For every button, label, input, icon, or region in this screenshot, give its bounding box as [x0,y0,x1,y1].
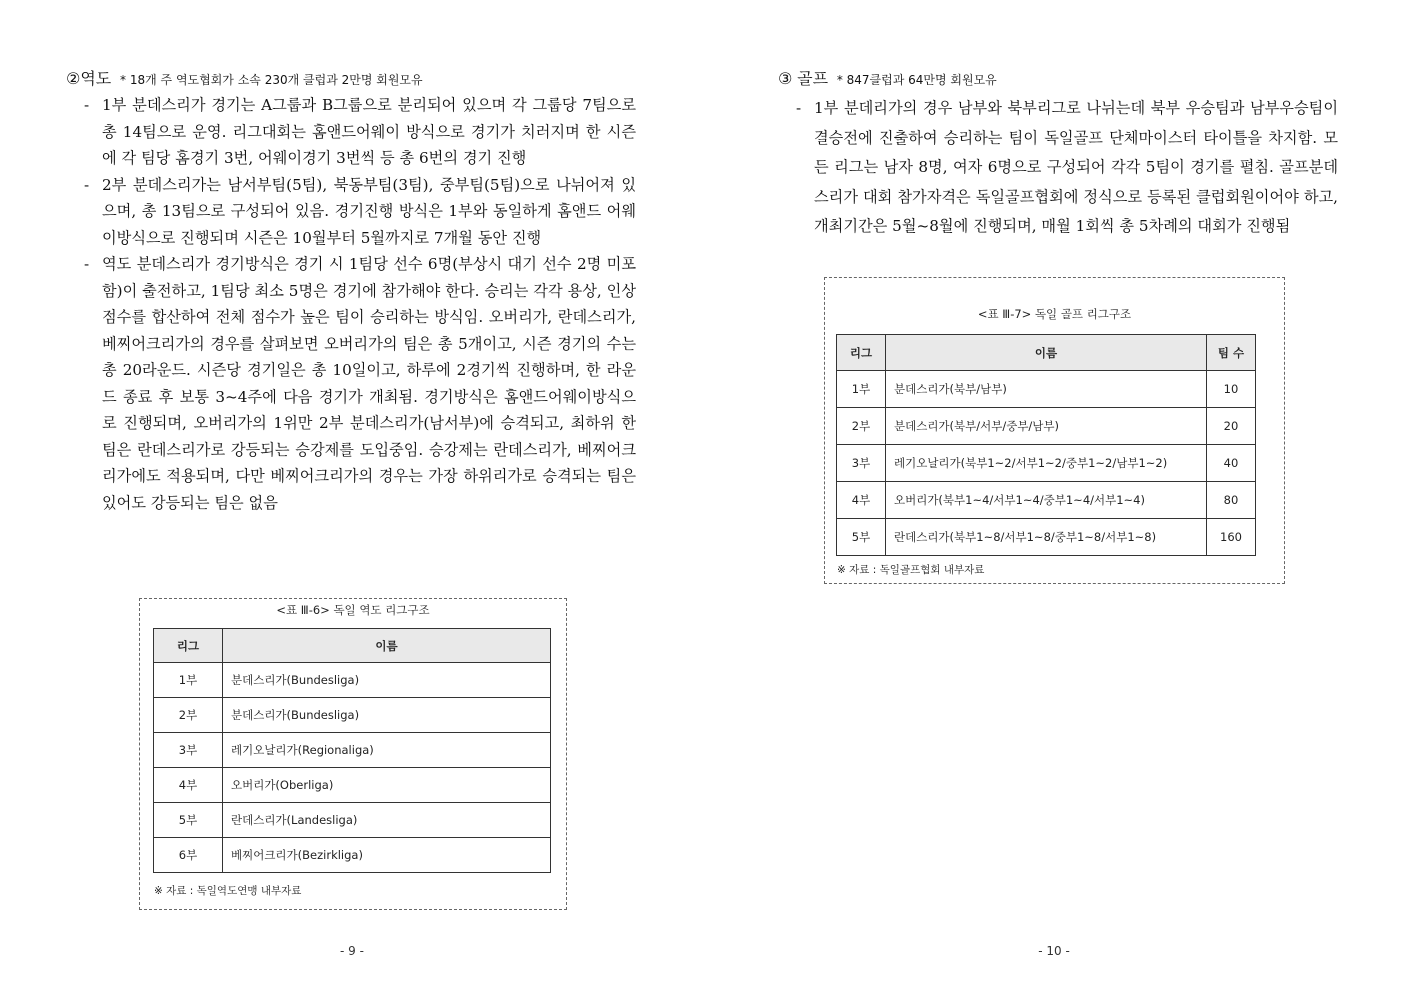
page-number: - 10 - [1038,944,1070,958]
table-source: ※ 자료 : 독일골프협회 내부자료 [837,564,985,576]
table-cell: 분데스리가(Bundesliga) [223,698,551,733]
table-row [154,733,551,768]
table-cell: 분데스리가(북부/남부) [886,371,1207,408]
table-row [837,371,1256,408]
table-row [154,803,551,838]
table-cell: 오버리가(Oberliga) [223,768,551,803]
table-cell: 160 [1207,519,1256,556]
column-header: 리그 [837,335,886,371]
table-cell: 3부 [154,733,223,768]
bullet-item [84,251,636,516]
bullet-text: 2부 분데스리가는 남서부팀(5팀), 북동부팀(3팀), 중부팀(5팀)으로 나뉘어져 있으며, 총 13팀으로 구성되어 있음. 경기진행 방식은 1부와 동일하게 홈앤드 어웨이방식으로 진행되며 시즌은 10월부터 5월까지로 7개월 동안 진행 [102,175,636,247]
table-cell: 20 [1207,408,1256,445]
table-caption: <표 Ⅲ-7> 독일 골프 리그구조 [977,307,1132,321]
dash-marker: - [84,255,90,273]
section-title: 골프 [797,69,829,88]
bullet-item [84,172,636,252]
table-cell: 2부 [837,408,886,445]
dash-marker: - [84,96,90,114]
table-row [837,482,1256,519]
column-header: 이름 [223,629,551,663]
right-page [702,0,1402,992]
section-number: ② [66,69,81,88]
table-cell: 분데스리가(북부/서부/중부/남부) [886,408,1207,445]
dash-marker: - [796,99,802,117]
table-cell: 레기오날리가(북부1~2/서부1~2/중부1~2/남부1~2) [886,445,1207,482]
table-cell: 레기오날리가(Regionaliga) [223,733,551,768]
table-row [154,663,551,698]
table-row [837,445,1256,482]
table-cell: 10 [1207,371,1256,408]
table-cell: 80 [1207,482,1256,519]
bullet-item [796,94,1338,242]
table-cell: 1부 [837,371,886,408]
table-cell: 베찌어크리가(Bezirkliga) [223,838,551,873]
section-heading-weightlifting [66,66,423,89]
section-number: ③ [778,69,793,88]
column-header: 이름 [886,335,1207,371]
table-row [154,838,551,873]
table-source: ※ 자료 : 독일역도연맹 내부자료 [154,885,302,897]
table-cell: 1부 [154,663,223,698]
league-table-weightlifting [153,628,551,873]
table-figure-golf [824,277,1285,584]
table-cell: 란데스리가(북부1~8/서부1~8/중부1~8/서부1~8) [886,519,1207,556]
table-caption: <표 Ⅲ-6> 독일 역도 리그구조 [276,603,430,617]
table-cell: 오버리가(북부1~4/서부1~4/중부1~4/서부1~4) [886,482,1207,519]
bullet-list [84,92,636,516]
section-note: * 18개 주 역도협회가 소속 230개 클럽과 2만명 회원모유 [120,73,423,87]
section-title: 역도 [80,69,112,88]
column-header: 리그 [154,629,223,663]
section-note: * 847클럽과 64만명 회원모유 [836,73,997,87]
table-cell: 6부 [154,838,223,873]
dash-marker: - [84,175,90,194]
left-page [0,0,700,992]
bullet-text: 역도 분데스리가 경기방식은 경기 시 1팀당 선수 6명(부상시 대기 선수 2명 미포함)이 출전하고, 1팀당 최소 5명은 경기에 참가해야 한다. 승리는 각각 용상, 인상 점수를 합산하여 전체 점수가 높은 팀이 승리하는 방식임. 오버리가, 란데스리가, 베찌어크리가의 경우를 살펴보면 오버리가의 팀은 총 5개이고, 시즌 경기의 수는 총 20라운드. 시즌당 경기일은 총 10일이고, 하루에 2경기씩 진행하며, 한 라운드 종료 후 보통 3~4주에 다음 경기가 개최됨. 경기방식은 홈앤드어웨이방식으로 진행되며, 오버리가의 1위만 2부 분데스리가(남서부)에 승격되고, 최하위 한 팀은 란데스리가로 강등되는 승강제를 도입중임. 승강제는 란데스리가, 베찌어크리가에도 적용되며, 다만 베찌어크리가의 경우는 가장 하위리가로 승격되는 팀은 있어도 강등되는 팀은 없음 [102,255,636,512]
table-cell: 40 [1207,445,1256,482]
table-cell: 란데스리가(Landesliga) [223,803,551,838]
bullet-text: 1부 분데스리가 경기는 A그룹과 B그룹으로 분리되어 있으며 각 그룹당 7팀으로 총 14팀으로 운영. 리그대회는 홈앤드어웨이 방식으로 경기가 치러지며 한 시즌에 각 팀당 홈경기 3번, 어웨이경기 3번씩 등 총 6번의 경기 진행 [102,96,636,167]
bullet-list [796,94,1338,242]
bullet-item [84,92,636,172]
table-figure-weightlifting [139,598,567,910]
column-header: 팀 수 [1207,335,1256,371]
table-cell: 분데스리가(Bundesliga) [223,663,551,698]
table-row [837,519,1256,556]
table-row [154,698,551,733]
table-cell: 4부 [154,768,223,803]
table-cell: 2부 [154,698,223,733]
table-cell: 5부 [154,803,223,838]
page-number: - 9 - [340,944,364,958]
table-cell: 5부 [837,519,886,556]
table-cell: 4부 [837,482,886,519]
bullet-text: 1부 분데리가의 경우 남부와 북부리그로 나뉘는데 북부 우승팀과 남부우승팀이 결승전에 진출하여 승리하는 팀이 독일골프 단체마이스터 타이틀을 차지함. 모든 리그는 남자 8명, 여자 6명으로 구성되어 각각 5팀이 경기를 펼침. 골프분데스리가 대회 참가자격은 독일골프협회에 정식으로 등록된 클럽회원이어야 하고, 개최기간은 5월~8월에 진행되며, 매월 1회씩 총 5차례의 대회가 진행됨 [814,99,1338,235]
table-cell: 3부 [837,445,886,482]
table-row [837,408,1256,445]
table-row [154,768,551,803]
league-table-golf [836,334,1256,556]
section-heading-golf [778,66,997,89]
